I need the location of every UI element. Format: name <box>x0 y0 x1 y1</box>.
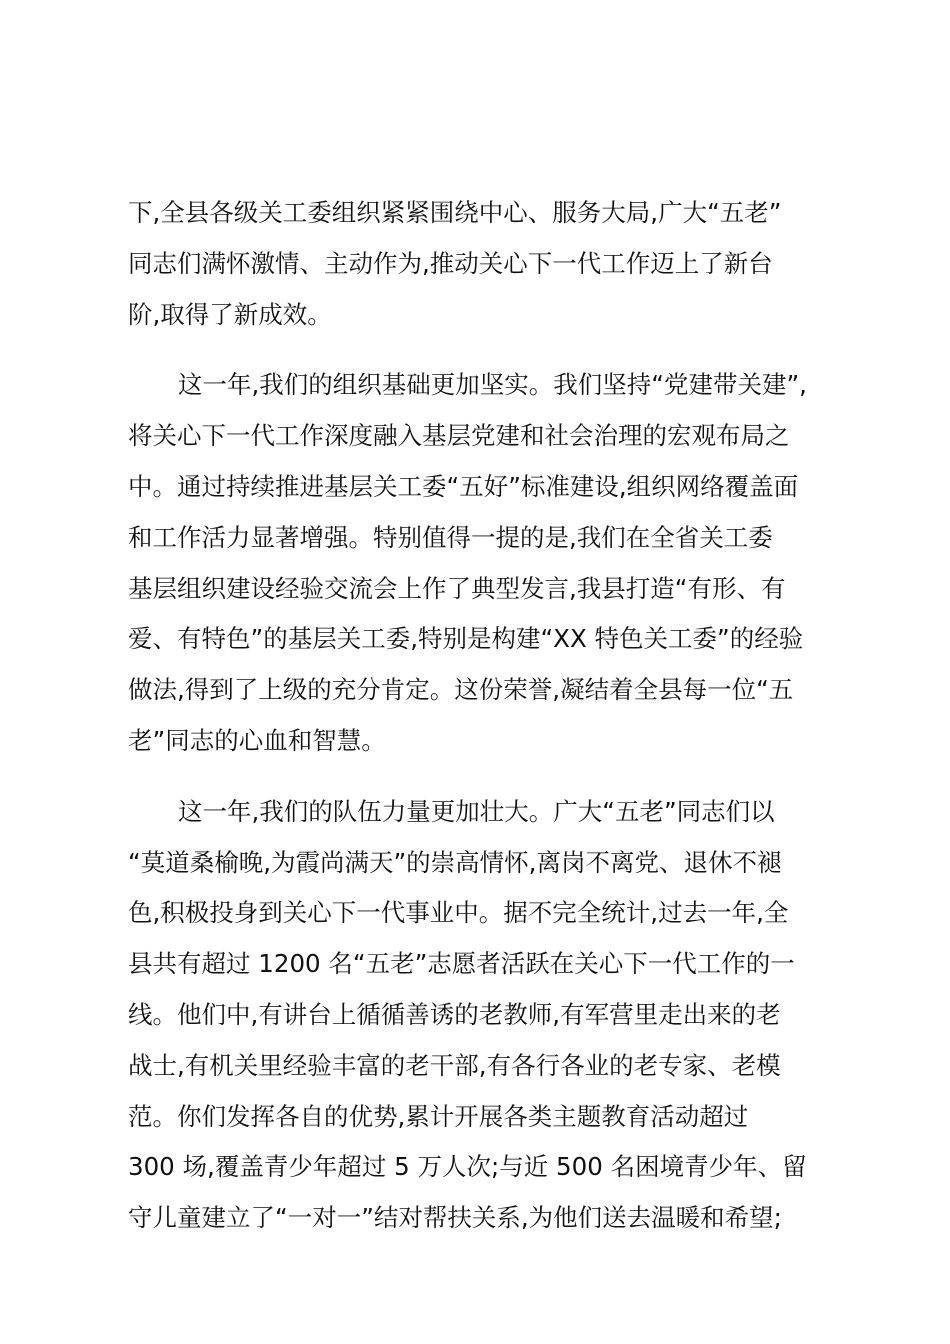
paragraph-team <box>128 787 828 1244</box>
text-line: 做法,得到了上级的充分肯定。这份荣誉,凝结着全县每一位“五 <box>128 675 794 705</box>
text-line: 守儿童建立了“一对一”结对帮扶关系,为他们送去温暖和希望; <box>128 1203 782 1233</box>
text-line: 县共有超过 1200 名“五老”志愿者活跃在关心下一代工作的一 <box>128 949 795 979</box>
text-line: “莫道桑榆晚,为霞尚满天”的崇高情怀,离岗不离党、退休不褪 <box>128 847 782 877</box>
document-body <box>128 188 828 1264</box>
text-line: 色,积极投身到关心下一代事业中。据不完全统计,过去一年,全 <box>128 898 789 928</box>
text-line: 老”同志的心血和智慧。 <box>128 725 386 755</box>
text-line: 这一年,我们的队伍力量更加壮大。广大“五老”同志们以 <box>178 796 775 826</box>
text-line: 将关心下一代工作深度融入基层党建和社会治理的宏观布局之 <box>128 421 790 451</box>
text-line: 300 场,覆盖青少年超过 5 万人次;与近 500 名困境青少年、留 <box>128 1152 807 1182</box>
text-line: 这一年,我们的组织基础更加坚实。我们坚持“党建带关建”, <box>178 370 807 400</box>
text-line: 爱、有特色”的基层关工委,特别是构建“XX 特色关工委”的经验 <box>128 624 804 654</box>
text-line: 基层组织建设经验交流会上作了典型发言,我县打造“有形、有 <box>128 573 786 603</box>
paragraph-organization <box>128 360 828 766</box>
text-line: 同志们满怀激情、主动作为,推动关心下一代工作迈上了新台 <box>128 248 773 278</box>
text-line: 下,全县各级关工委组织紧紧围绕中心、服务大局,广大“五老” <box>128 198 782 227</box>
text-line: 阶,取得了新成效。 <box>128 299 332 329</box>
text-line: 线。他们中,有讲台上循循善诱的老教师,有军营里走出来的老 <box>128 999 781 1029</box>
text-line: 中。通过持续推进基层关工委“五好”标准建设,组织网络覆盖面 <box>128 471 799 501</box>
text-line: 范。你们发挥各自的优势,累计开展各类主题教育活动超过 <box>128 1101 749 1131</box>
text-line: 战士,有机关里经验丰富的老干部,有各行各业的老专家、老模 <box>128 1050 781 1080</box>
text-line: 和工作活力显著增强。特别值得一提的是,我们在全省关工委 <box>128 522 773 552</box>
paragraph-continuation <box>128 188 828 340</box>
